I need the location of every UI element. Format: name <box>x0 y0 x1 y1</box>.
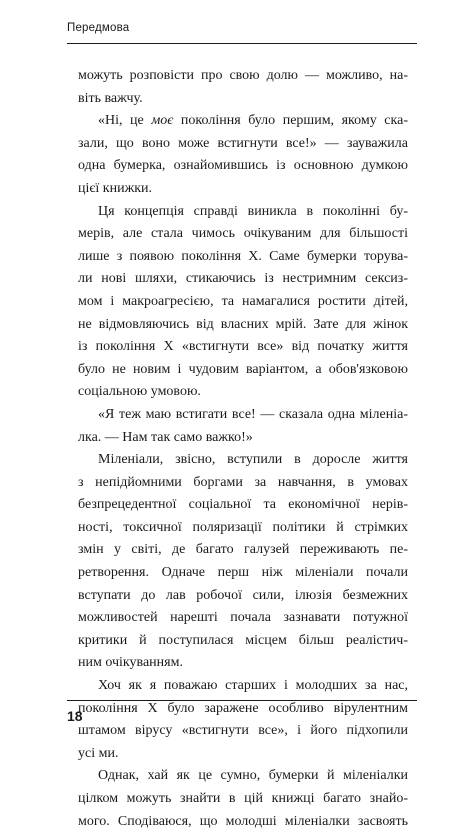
text-line: із покоління Х «встигнути все» від початку життя <box>78 339 408 355</box>
text-line: лише з появою покоління Х. Саме бумерки торува- <box>78 248 408 264</box>
text-line: ним очікуванням. <box>78 655 183 671</box>
text-line: Однак, хай як це сумно, бумерки й міленіалки <box>98 768 408 784</box>
text-line: мом і макроагресією, та намагалися ростити дітей, <box>78 293 408 309</box>
text-line: Міленіали, звісно, вступили в доросле життя <box>98 452 408 468</box>
paragraph <box>78 765 408 833</box>
text-line: штамом вірусу «встигнути все», і його підхопили <box>78 723 408 739</box>
text-line: мого. Сподіваюся, що молодші міленіалки засвоять <box>78 813 408 829</box>
text-line: цієї книжки. <box>78 180 153 196</box>
text-line: безпрецедентної соціальної та економічної нерів- <box>78 497 408 513</box>
text-line: ли нові шляхи, стикаючись із нестримним сексиз- <box>78 271 408 287</box>
text-line: зали, що воно може встигнути все!» — зауважила <box>78 135 408 151</box>
text-line: Ця концепція справді виникла в поколінні бу- <box>98 203 408 219</box>
text-line: ретворення. Одначе перш ніж міленіали почали <box>78 565 408 581</box>
text-line: лка. — Нам так само важко!» <box>78 429 253 445</box>
text-line: усі ми. <box>78 745 119 761</box>
text-line: віть важчу. <box>78 90 143 106</box>
text-line: одна бумерка, ознайомившись із основною думкою <box>78 158 408 174</box>
text-line: змін у світі, де багато галузей переживають пе- <box>78 542 408 558</box>
footer-rule <box>67 700 417 701</box>
running-header: Передмова <box>67 22 130 34</box>
paragraph <box>78 675 408 765</box>
text-line: було не новим і чудовим варіантом, а обов'язковою <box>78 361 408 377</box>
text-line: вступати до лав робочої сили, ілюзія безмежних <box>78 587 408 603</box>
header-rule <box>67 43 417 44</box>
page-number: 18 <box>67 708 83 724</box>
text-line: мерів, але стала чимось очікуваним для більшості <box>78 226 408 242</box>
text-line: «Я теж маю встигати все! — сказала одна міленіа- <box>98 406 408 422</box>
paragraph <box>78 404 408 449</box>
text-line: «Ні, це моє покоління було першим, якому ска- <box>98 113 408 129</box>
body-text <box>78 65 408 833</box>
text-line: не відмовляючись від власних мрій. Зате для жінок <box>78 316 408 332</box>
text-line: цілком можуть знайти в цій книжці багато знайо- <box>78 791 408 806</box>
text-line: можуть розповісти про свою долю — можливо, на- <box>78 68 408 83</box>
text-line: соціальною умовою. <box>78 384 201 400</box>
text-line: можливостей нарешті почала зазнавати потужної <box>78 610 408 626</box>
paragraph <box>78 201 408 404</box>
text-line: Хоч як я поважаю старших і молодших за нас, <box>98 678 408 694</box>
paragraph <box>78 449 408 675</box>
paragraph <box>78 110 408 200</box>
text-line: критики й поступилася місцем більш реалістич- <box>78 632 408 648</box>
text-line: ності, токсичної поляризації політики й стрімких <box>78 519 408 535</box>
text-line: з непідйомними боргами за навчання, в умовах <box>78 474 408 490</box>
text-line: покоління Х було заражене особливо вірулентним <box>78 700 408 716</box>
paragraph <box>78 65 408 110</box>
